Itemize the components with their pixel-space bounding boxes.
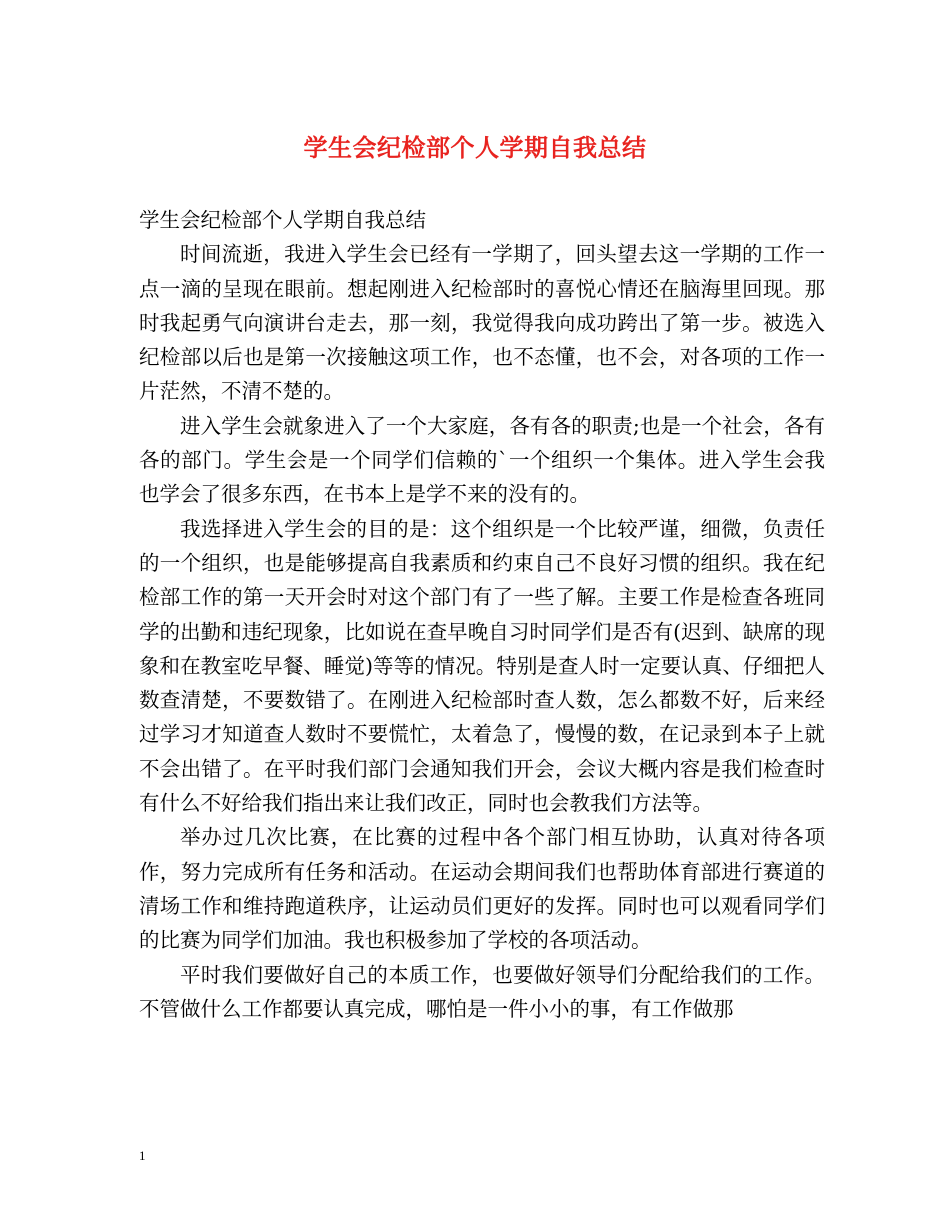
- document-title: 学生会纪检部个人学期自我总结: [303, 133, 647, 162]
- document-subtitle: 学生会纪检部个人学期自我总结: [139, 208, 426, 232]
- paragraph-5: 平时我们要做好自己的本质工作，也要做好领导们分配给我们的工作。不管做什么工作都要认真完成，哪怕是一件小小的事，有工作做那: [139, 962, 825, 1021]
- paragraph-3: 我选择进入学生会的目的是：这个组织是一个比较严谨，细微，负责任的一个组织，也是能够提高自我素质和约束自己不良好习惯的组织。我在纪检部工作的第一天开会时对这个部门有了一些了解。主要工作是检查各班同学的出勤和违纪现象，比如说在查早晚自习时同学们是否有(迟到、缺席的现象和在教室吃早餐、睡觉)等等的情况。特别是查人时一定要认真、仔细把人数查清楚，不要数错了。在刚进入纪检部时查人数，怎么都数不好，后来经过学习才知道查人数时不要慌忙，太着急了，慢慢的数，在记录到本子上就不会出错了。在平时我们部门会通知我们开会，会议大概内容是我们检查时有什么不好给我们指出来让我们改正，同时也会教我们方法等。: [139, 516, 825, 816]
- paragraph-2: 进入学生会就象进入了一个大家庭，各有各的职责;也是一个社会，各有各的部门。学生会是一个同学们信赖的`一个组织一个集体。进入学生会我也学会了很多东西，在书本上是学不来的没有的。: [139, 413, 825, 507]
- paragraph-1: 时间流逝，我进入学生会已经有一学期了，回头望去这一学期的工作一点一滴的呈现在眼前。想起刚进入纪检部时的喜悦心情还在脑海里回现。那时我起勇气向演讲台走去，那一刻，我觉得我向成功跨出了第一步。被选入纪检部以后也是第一次接触这项工作，也不态懂，也不会，对各项的工作一片茫然，不清不楚的。: [139, 242, 825, 404]
- page-number: 1: [139, 1148, 146, 1163]
- paragraph-4: 举办过几次比赛，在比赛的过程中各个部门相互协助，认真对待各项作，努力完成所有任务和活动。在运动会期间我们也帮助体育部进行赛道的清场工作和维持跑道秩序，让运动员们更好的发挥。同时也可以观看同学们的比赛为同学们加油。我也积极参加了学校的各项活动。: [139, 825, 825, 953]
- document-body: [139, 203, 825, 1026]
